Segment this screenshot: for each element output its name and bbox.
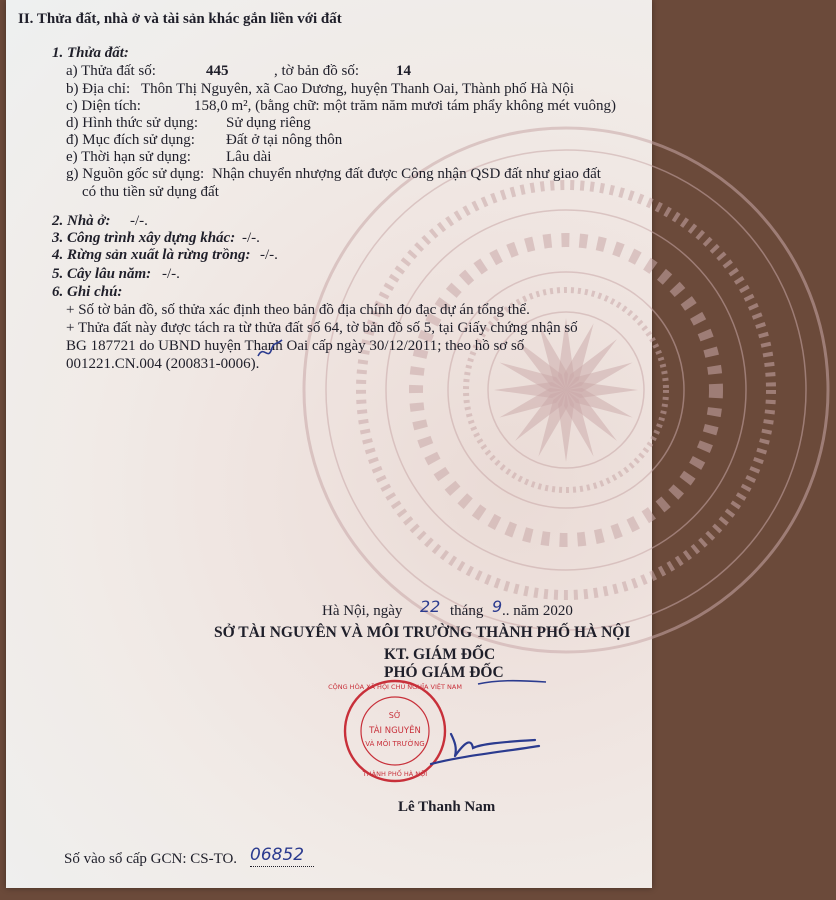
origin-line-1: Nhận chuyển nhượng đất được Công nhận QSD đất như giao đất (212, 166, 601, 182)
title-underline-stroke (476, 676, 548, 688)
origin-line-2: có thu tiền sử dụng đất (82, 184, 219, 200)
initial-tick-mark (256, 336, 286, 364)
purpose-label: đ) Mục đích sử dụng: (66, 132, 195, 148)
term-label: e) Thời hạn sử dụng: (66, 149, 191, 165)
svg-text:TÀI NGUYÊN: TÀI NGUYÊN (369, 726, 421, 736)
svg-text:CỘNG HÒA XÃ HỘI CHỦ NGHĨA VIỆT: CỘNG HÒA XÃ HỘI CHỦ NGHĨA VIỆT NAM (328, 683, 462, 691)
note-line-1: + Số tờ bản đồ, số thửa xác định theo bản đồ địa chính đo đạc dự án tổng thể. (66, 302, 530, 318)
parcel-number: 445 (206, 63, 229, 79)
note-line-3: BG 187721 do UBND huyện Thanh Oai cấp ngày 30/12/2011; theo hồ sơ số (66, 338, 525, 354)
svg-text:VÀ MÔI TRƯỜNG: VÀ MÔI TRƯỜNG (365, 740, 425, 748)
date-year: .. năm 2020 (502, 603, 573, 619)
registry-label: Số vào sổ cấp GCN: CS-TO. (64, 851, 238, 867)
bronze-drum-watermark (296, 120, 836, 660)
date-day: 22 (420, 597, 441, 616)
section-title: II. Thửa đất, nhà ở và tài sản khác gắn liền với đất (18, 11, 342, 27)
parcel-label: a) Thửa đất số: (66, 63, 156, 79)
map-label: , tờ bản đồ số: (274, 63, 360, 79)
area-label: c) Diện tích: (66, 98, 141, 114)
use-form-value: Sử dụng riêng (226, 115, 311, 131)
address-value: Thôn Thị Nguyên, xã Cao Dương, huyện Thanh Oai, Thành phố Hà Nội (141, 81, 575, 97)
date-prefix: Hà Nội, ngày (322, 603, 403, 619)
certificate-page (6, 0, 652, 888)
forest-value: -/-. (260, 247, 278, 263)
map-number: 14 (396, 63, 411, 79)
svg-text:THÀNH PHỐ HÀ NỘI: THÀNH PHỐ HÀ NỘI (362, 770, 428, 778)
date-month: 9 (492, 597, 503, 616)
area-value: 158,0 m², (bằng chữ: một trăm năm mươi tám phẩy không mét vuông) (194, 98, 616, 114)
note-line-2: + Thửa đất này được tách ra từ thửa đất số 64, tờ bản đồ số 5, tại Giấy chứng nhận số (66, 320, 578, 336)
signature (411, 722, 541, 770)
registry-number: 06852 (250, 845, 305, 865)
use-form-label: d) Hình thức sử dụng: (66, 115, 199, 131)
kt-director: KT. GIÁM ĐỐC (384, 646, 496, 663)
svg-text:SỞ: SỞ (388, 711, 402, 720)
house-value: -/-. (130, 213, 148, 229)
notes-heading: 6. Ghi chú: (52, 284, 123, 300)
purpose-value: Đất ở tại nông thôn (226, 132, 343, 148)
term-value: Lâu dài (226, 149, 272, 165)
date-month-label: tháng (450, 603, 484, 619)
signer-name: Lê Thanh Nam (398, 799, 496, 815)
land-heading: 1. Thửa đất: (52, 45, 129, 61)
deputy-director: PHÓ GIÁM ĐỐC (384, 664, 504, 681)
construction-heading: 3. Công trình xây dựng khác: (52, 230, 236, 246)
agency-name: SỞ TÀI NGUYÊN VÀ MÔI TRƯỜNG THÀNH PHỐ HÀ NỘI (214, 624, 631, 641)
forest-heading: 4. Rừng sản xuất là rừng trồng: (52, 247, 251, 263)
perennial-heading: 5. Cây lâu năm: (52, 266, 152, 282)
origin-label: g) Nguồn gốc sử dụng: (66, 166, 205, 182)
construction-value: -/-. (242, 230, 260, 246)
registry-underline (250, 866, 314, 867)
perennial-value: -/-. (162, 266, 180, 282)
house-heading: 2. Nhà ở: (52, 213, 111, 229)
note-line-4: 001221.CN.004 (200831-0006). (66, 356, 260, 372)
address-label: b) Địa chỉ: (66, 81, 131, 97)
